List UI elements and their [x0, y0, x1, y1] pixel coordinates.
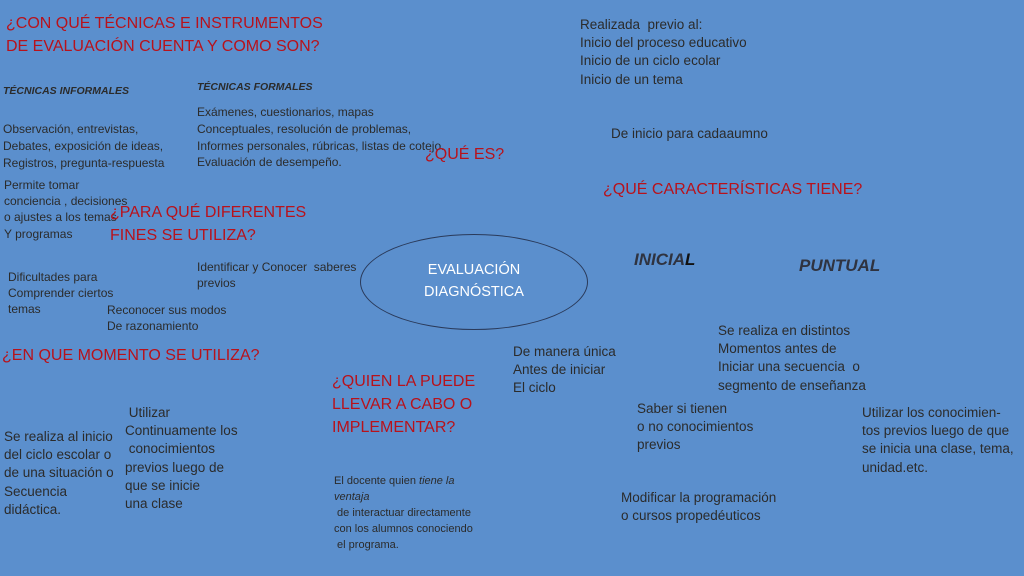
se-realiza-inicio-note: Se realiza al inicio del ciclo escolar o de una situación o Secuencia didáctica. — [4, 429, 114, 517]
utilizar-conocimientos-note: Utilizar los conocimien- tos previos luego de que se inicia una clase, tema, unidad.etc. — [862, 405, 1014, 475]
realizada-note: Realizada previo al: Inicio del proceso educativo Inicio de un ciclo ecolar Inicio de un tema — [580, 17, 747, 87]
modificar-note: Modificar la programación o cursos propedéuticos — [621, 490, 777, 524]
tecnicas-informales-body: Observación, entrevistas, Debates, exposición de ideas, Registros, pregunta-respuesta — [3, 122, 165, 170]
question-momento: ¿EN QUE MOMENTO SE UTILIZA? — [2, 347, 260, 364]
se-realiza-distintos-note: Se realiza en distintos Momentos antes de Iniciar una secuencia o segmento de enseñanza — [718, 323, 866, 393]
reconocer-note: Reconocer sus modos De razonamiento — [107, 303, 227, 334]
docente-prefix: El docente quien — [334, 475, 420, 487]
de-manera-unica-note: De manera única Antes de iniciar El ciclo — [513, 344, 616, 396]
question-caracteristicas: ¿QUÉ CARACTERÍSTICAS TIENE? — [603, 181, 863, 198]
inicial-label-prefix: INICIA — [634, 250, 685, 269]
tecnicas-formales-header: TÉCNICAS FORMALES — [197, 81, 313, 93]
tecnicas-informales-header: TÉCNICAS INFORMALES — [3, 85, 129, 97]
question-tecnicas: ¿CON QUÉ TÉCNICAS E INSTRUMENTOS DE EVALUACIÓN CUENTA Y COMO SON? — [6, 15, 323, 56]
tecnicas-formales-body: Exámenes, cuestionarios, mapas Conceptuales, resolución de problemas, Informes personales, rúbricas, listas de cotejo. Evaluación de desempeño. — [197, 105, 445, 170]
puntual-label: PUNTUAL — [799, 256, 881, 275]
inicial-label — [634, 250, 695, 271]
question-para-que: ¿PARA QUÉ DIFERENTES FINES SE UTILIZA? — [110, 204, 307, 245]
docente-rest: de interactuar directamente con los alumnos conociendo el programa. — [334, 506, 473, 551]
utilizar-continuamente-note: Utilizar Continuamente los conocimientos previos luego de que se inicie una clase — [125, 405, 238, 512]
docente-note — [334, 474, 473, 554]
permite-note: Permite tomar conciencia , decisiones o ajustes a los temas Y programas — [4, 178, 128, 241]
evaluacion-diagnostica-node: EVALUACIÓN DIAGNÓSTICA — [360, 234, 588, 330]
inicial-label-suffix: L — [685, 250, 696, 269]
identificar-note: Identificar y Conocer saberes previos — [197, 260, 357, 291]
docente-italic: tiene la ventaja — [334, 475, 455, 503]
question-que-es: ¿QUÉ ES? — [425, 146, 505, 163]
dificultades-note: Dificultades para Comprender ciertos temas — [8, 270, 114, 317]
saber-note: Saber si tienen o no conocimientos previos — [637, 401, 754, 453]
question-quien: ¿QUIEN LA PUEDE LLEVAR A CABO O IMPLEMENTAR? — [332, 373, 476, 437]
de-inicio-note: De inicio para cadaaumno — [611, 126, 768, 141]
